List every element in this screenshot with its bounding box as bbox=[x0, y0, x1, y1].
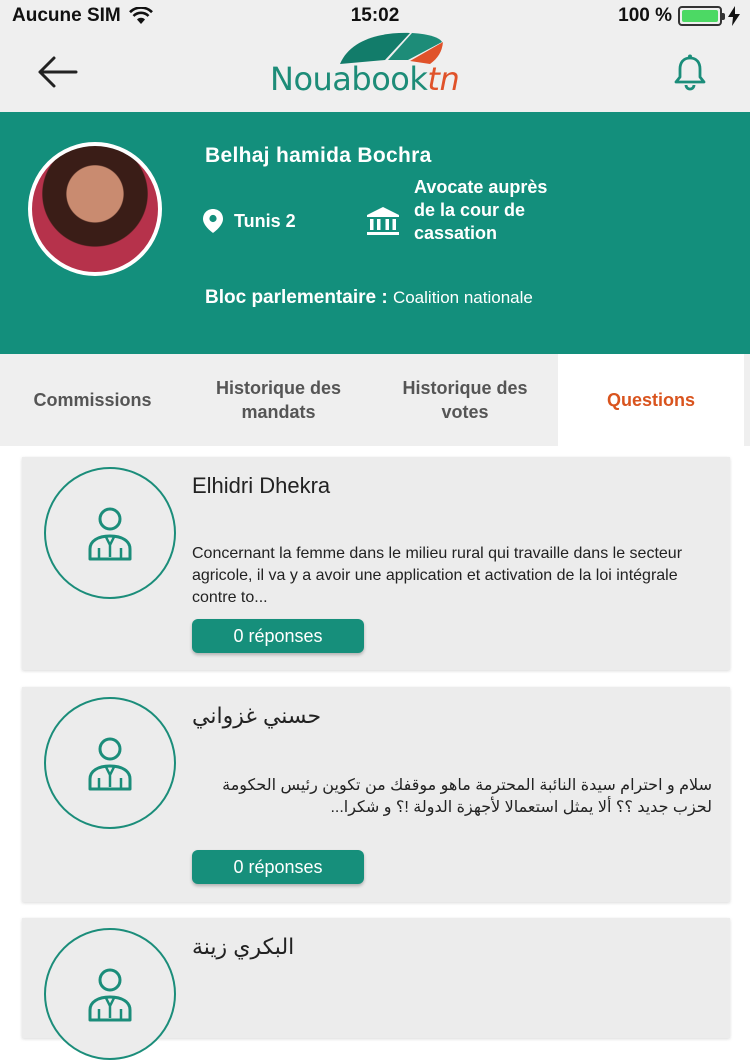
profession-label: Avocate auprès de la cour de cassation bbox=[414, 177, 548, 243]
user-icon bbox=[78, 962, 142, 1026]
charging-bolt-icon bbox=[728, 6, 740, 26]
battery-percentage: 100 % bbox=[618, 5, 672, 26]
deputy-avatar bbox=[28, 142, 162, 276]
tab-questions[interactable] bbox=[558, 354, 744, 446]
question-card[interactable] bbox=[22, 687, 730, 902]
bloc-value: Coalition nationale bbox=[392, 288, 533, 307]
navigation-bar bbox=[0, 32, 750, 112]
location-pin-icon bbox=[202, 208, 224, 234]
back-arrow-icon[interactable] bbox=[34, 52, 80, 92]
profile-tabs bbox=[0, 354, 750, 446]
deputy-name: Belhaj hamida Bochra bbox=[205, 144, 432, 167]
questions-list bbox=[0, 446, 750, 1000]
question-card[interactable] bbox=[22, 918, 730, 1038]
question-text: سلام و احترام سيدة النائبة المحترمة ماهو موقفك من تكوين رئيس الحكومة لحزب جديد ؟؟ ألا يمثل استعمالا لأجهزة الدولة !؟ و شكرا... bbox=[222, 777, 712, 816]
tab-historique-votes[interactable] bbox=[372, 354, 558, 446]
profession bbox=[366, 176, 564, 245]
tab-label: Questions bbox=[606, 390, 695, 410]
circonscription bbox=[202, 208, 296, 234]
tab-label: Historique des mandats bbox=[215, 378, 342, 422]
author-avatar bbox=[44, 467, 176, 599]
user-icon bbox=[78, 501, 142, 565]
bell-icon[interactable] bbox=[670, 52, 710, 92]
question-text: Concernant la femme dans le milieu rural qui travaille dans le secteur agricole, il va y a avoir une application et activation de la loi intégrale contre to... bbox=[192, 545, 683, 606]
logo-text bbox=[270, 60, 459, 98]
institution-icon bbox=[366, 206, 400, 236]
author-avatar bbox=[44, 928, 176, 1060]
tab-historique-mandats[interactable] bbox=[185, 354, 372, 446]
battery-fill bbox=[682, 10, 718, 22]
profile-header bbox=[0, 112, 750, 354]
tab-label: Historique des votes bbox=[402, 378, 528, 422]
tab-commissions[interactable] bbox=[0, 354, 185, 446]
battery-icon bbox=[678, 6, 722, 26]
question-author: حسني غزواني bbox=[192, 703, 322, 728]
carrier-label: Aucune SIM bbox=[12, 5, 121, 26]
app-logo bbox=[270, 32, 480, 102]
question-author: البكري زينة bbox=[192, 934, 295, 959]
responses-button[interactable]: 0 réponses bbox=[192, 619, 364, 653]
logo-suffix-text: tn bbox=[427, 60, 460, 98]
question-author: Elhidri Dhekra bbox=[192, 473, 331, 498]
author-avatar bbox=[44, 697, 176, 829]
responses-button[interactable]: 0 réponses bbox=[192, 850, 364, 884]
question-card[interactable] bbox=[22, 457, 730, 670]
user-icon bbox=[78, 731, 142, 795]
logo-main-text: Nouabook bbox=[270, 60, 428, 98]
circonscription-label: Tunis 2 bbox=[234, 210, 296, 231]
status-right bbox=[618, 5, 740, 27]
status-bar bbox=[0, 0, 750, 32]
tab-label: Commissions bbox=[33, 390, 152, 410]
status-time: 15:02 bbox=[350, 5, 400, 26]
bloc-label: Bloc parlementaire : bbox=[205, 287, 388, 308]
parliamentary-bloc bbox=[205, 287, 533, 309]
